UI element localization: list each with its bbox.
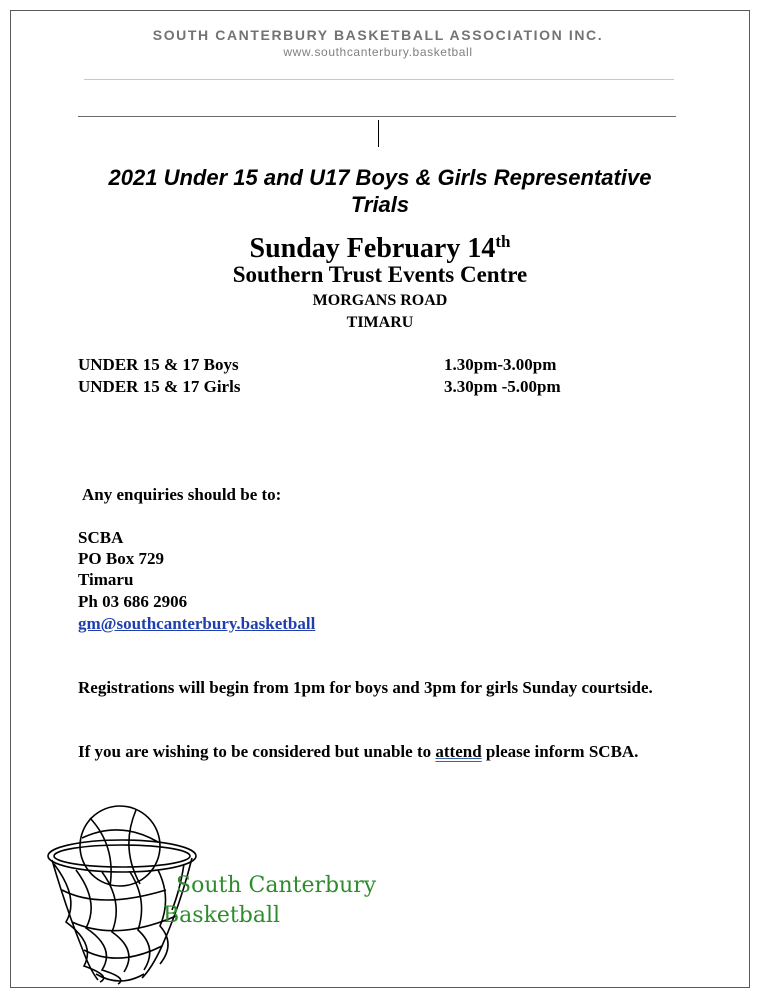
event-date-suffix: th (495, 232, 511, 251)
org-name: SOUTH CANTERBURY BASKETBALL ASSOCIATION INC. (152, 27, 604, 43)
contact-city: Timaru (78, 570, 134, 589)
event-date-main: Sunday February 14 (249, 233, 496, 264)
event-title-line1: 2021 Under 15 and U17 Boys & Girls Representative (108, 165, 652, 190)
event-date (60, 225, 700, 266)
text-cursor (378, 120, 379, 147)
contact-email-row (78, 613, 678, 635)
contact-email-link[interactable]: gm@southcanterbury.basketball (78, 614, 316, 633)
org-website: www.southcanterbury.basketball (283, 45, 473, 59)
venue-address-line1: MORGANS ROAD (312, 292, 448, 309)
venue-address-line2: TIMARU (346, 314, 414, 331)
absence-note-after: please inform SCBA. (481, 742, 639, 761)
absence-note (78, 741, 678, 763)
logo-text-line1: South Canterbury (176, 873, 377, 898)
registration-note: Registrations will begin from 1pm for boys and 3pm for girls Sunday courtside. (78, 678, 653, 697)
absence-note-attend: attend (435, 742, 482, 761)
contact-po-box: PO Box 729 (78, 549, 164, 568)
schedule-group: UNDER 15 & 17 Boys (78, 355, 239, 374)
contact-org: SCBA (78, 528, 124, 547)
header-divider-dark (78, 116, 676, 117)
header-divider-light (84, 79, 674, 80)
event-title (60, 164, 700, 218)
absence-note-before: If you are wishing to be considered but unable to (78, 742, 436, 761)
schedule-group: UNDER 15 & 17 Girls (78, 377, 241, 396)
logo-text-line2: Basketball (163, 903, 281, 928)
contact-phone: Ph 03 686 2906 (78, 592, 188, 611)
schedule-time: 3.30pm -5.00pm (444, 377, 561, 396)
schedule-time: 1.30pm-3.00pm (444, 355, 557, 374)
venue-name: Southern Trust Events Centre (232, 262, 528, 287)
contact-intro: Any enquiries should be to: (82, 485, 282, 504)
event-title-line2: Trials (350, 192, 410, 217)
